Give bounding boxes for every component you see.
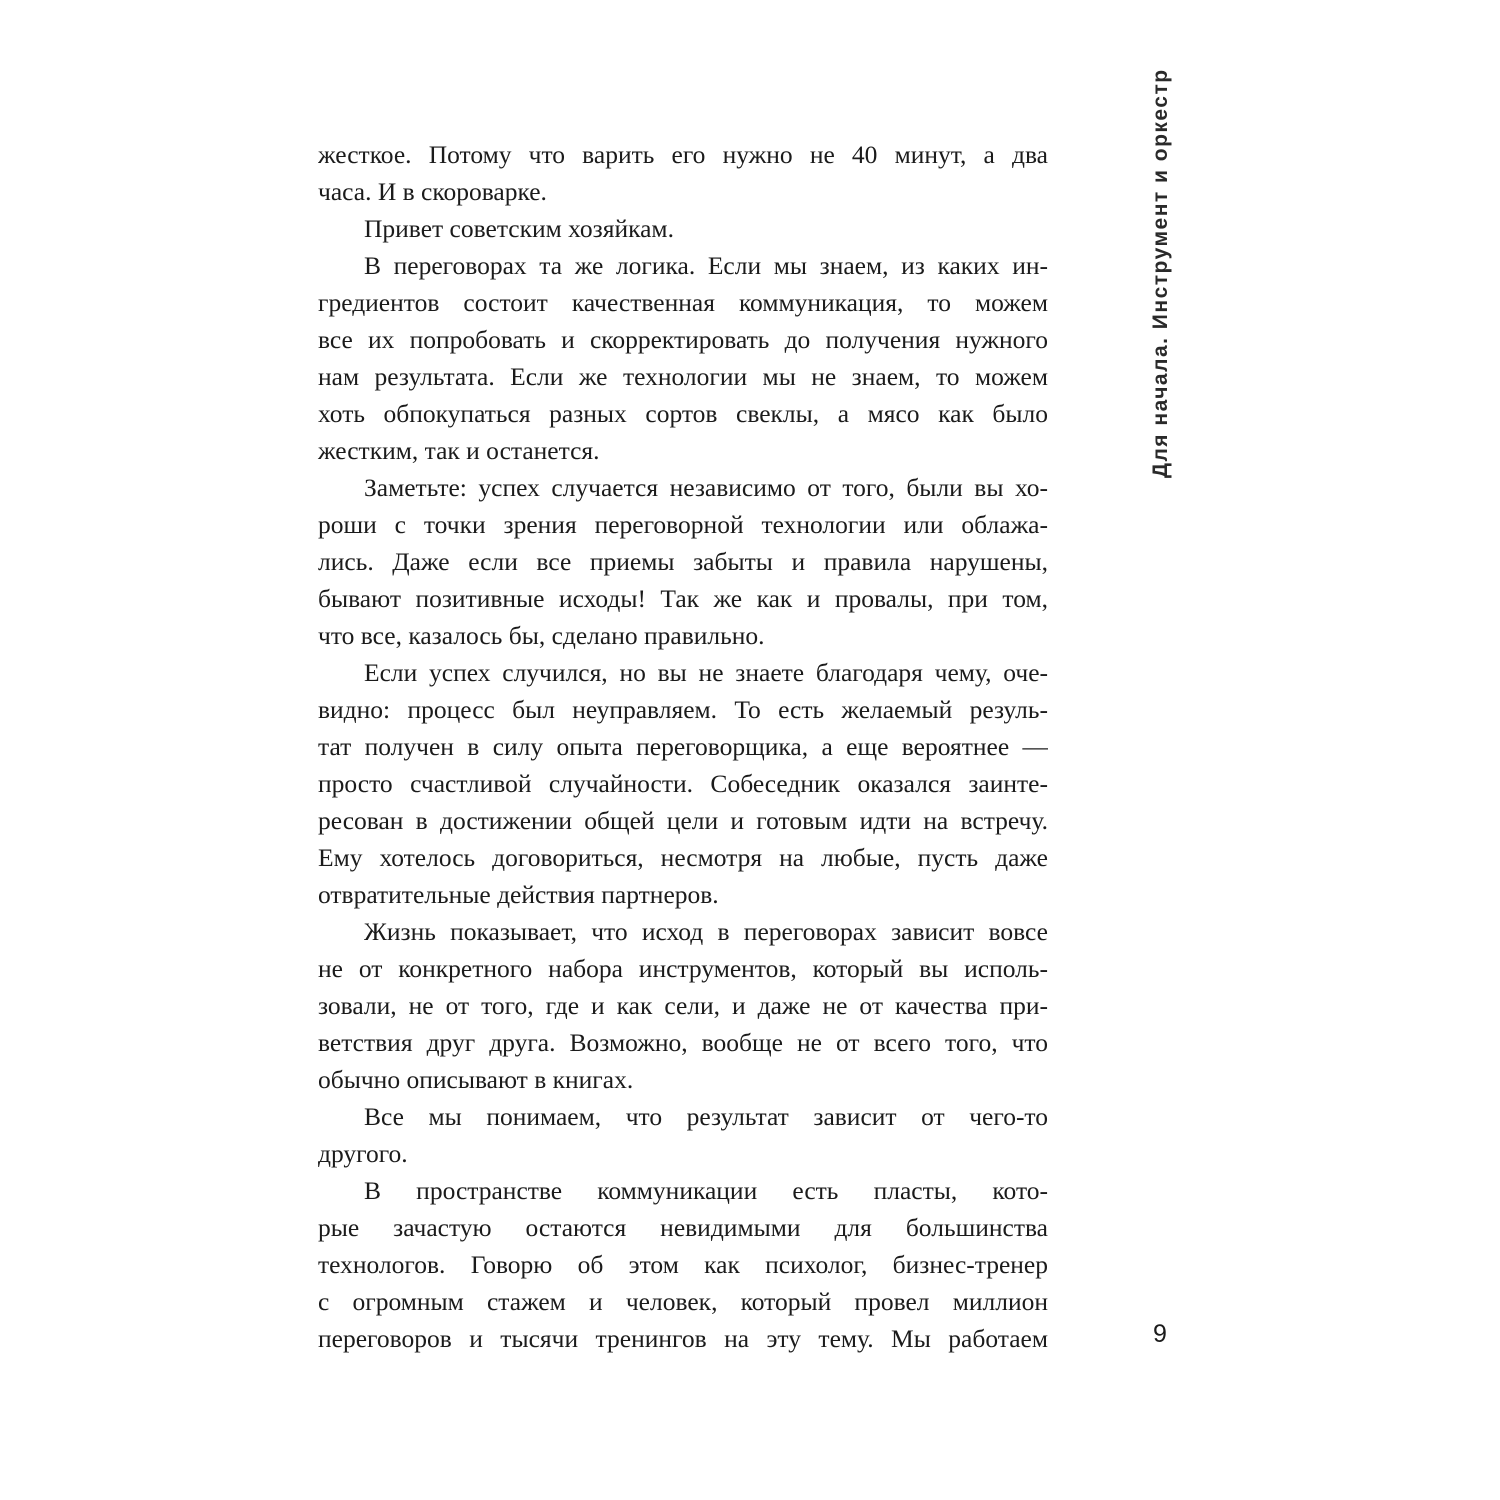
text-line: другого. [318,1139,408,1168]
page-number: 9 [1153,1320,1167,1348]
text-line: жестким, так и останется. [318,436,600,465]
body-text [318,136,1048,1357]
text-line: ресован в достижении общей цели и готовым идти на встречу. [318,806,1048,835]
text-line: рые зачастую остаются невидимыми для большинства [318,1213,1048,1242]
text-line: роши с точки зрения переговорной технологии или облажа- [318,510,1048,539]
text-line: Ему хотелось договориться, несмотря на любые, пусть даже [318,843,1048,872]
text-line: Если успех случился, но вы не знаете благодаря чему, оче- [364,658,1048,687]
text-line: переговоров и тысячи тренингов на эту тему. Мы работаем [318,1324,1048,1353]
text-line: часа. И в скороварке. [318,177,547,206]
text-line: просто счастливой случайности. Собеседник оказался заинте- [318,769,1048,798]
text-line: отвратительные действия партнеров. [318,880,719,909]
text-line: лись. Даже если все приемы забыты и правила нарушены, [318,547,1048,576]
text-line: тат получен в силу опыта переговорщика, а еще вероятнее — [318,732,1048,761]
text-line: зовали, не от того, где и как сели, и даже не от качества при- [318,991,1048,1020]
text-line: обычно описывают в книгах. [318,1065,634,1094]
text-line: не от конкретного набора инструментов, который вы исполь- [318,954,1048,983]
text-line: нам результата. Если же технологии мы не знаем, то можем [318,362,1048,391]
text-line: гредиентов состоит качественная коммуникация, то можем [318,288,1048,317]
text-line: с огромным стажем и человек, который провел миллион [318,1287,1048,1316]
text-line: технологов. Говорю об этом как психолог, бизнес-тренер [318,1250,1048,1279]
running-head: Для начала. Инструмент и оркестр [1149,68,1172,478]
text-line: В пространстве коммуникации есть пласты, кото- [364,1176,1048,1205]
text-line: Заметьте: успех случается независимо от того, были вы хо- [364,473,1048,502]
text-line: Все мы понимаем, что результат зависит от чего-то [364,1102,1048,1131]
text-line: В переговорах та же логика. Если мы знаем, из каких ин- [364,251,1048,280]
text-line: бывают позитивные исходы! Так же как и провалы, при том, [318,584,1048,613]
text-line: ветствия друг друга. Возможно, вообще не от всего того, что [318,1028,1048,1057]
text-line: жесткое. Потому что варить его нужно не 40 минут, а два [318,140,1048,169]
text-line: хоть обпокупаться разных сортов свеклы, а мясо как было [318,399,1048,428]
text-line: Жизнь показывает, что исход в переговорах зависит вовсе [364,917,1048,946]
text-line: что все, казалось бы, сделано правильно. [318,621,765,650]
text-line: все их попробовать и скорректировать до получения нужного [318,325,1048,354]
text-line: видно: процесс был неуправляем. То есть желаемый резуль- [318,695,1048,724]
text-line: Привет советским хозяйкам. [364,214,674,243]
